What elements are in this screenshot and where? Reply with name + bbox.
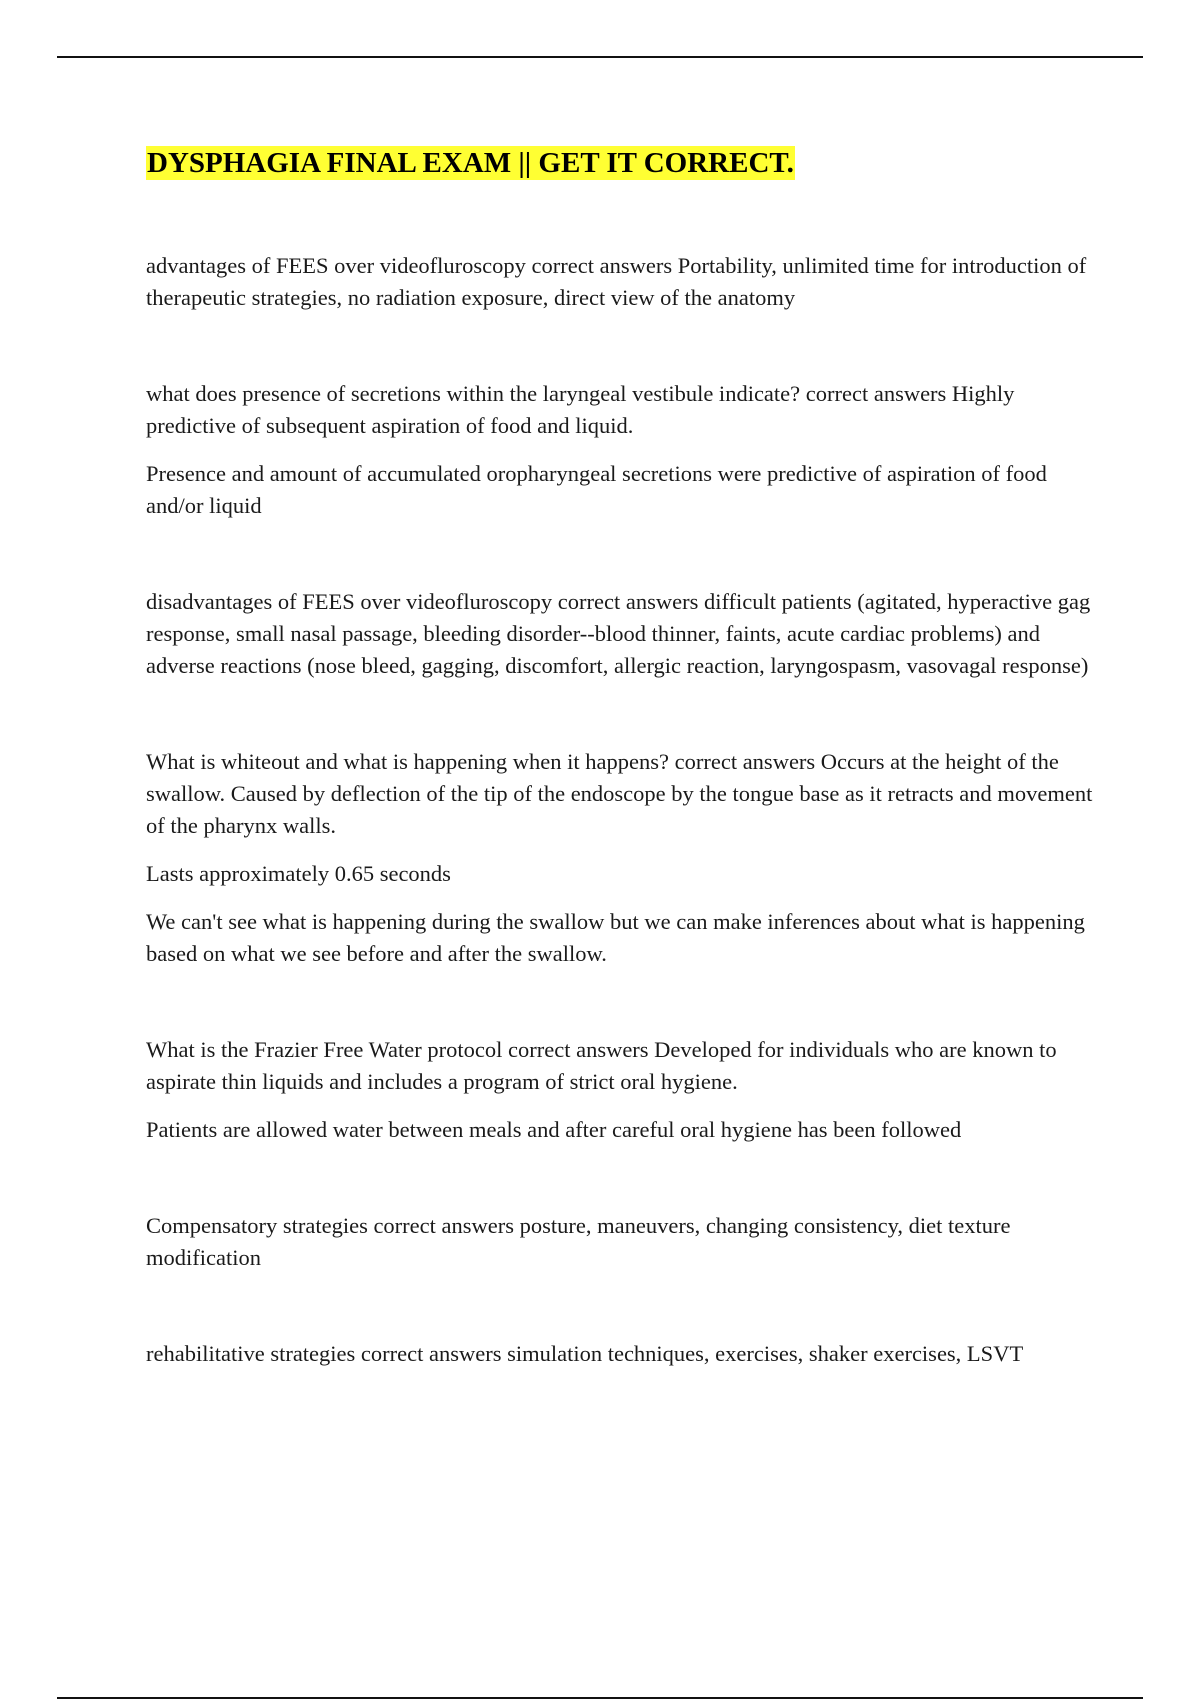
qa-block-fees-advantages	[146, 250, 1096, 314]
paragraph: what does presence of secretions within the laryngeal vestibule indicate? correct answers Highly predictive of subsequent aspiration of food and liquid.	[146, 381, 1015, 438]
paragraph: What is the Frazier Free Water protocol correct answers Developed for individuals who are known to aspirate thin liquids and includes a program of strict oral hygiene.	[146, 1037, 1057, 1094]
paragraph: We can't see what is happening during the swallow but we can make inferences about what is happening based on what we see before and after the swallow.	[146, 909, 1085, 966]
qa-block-whiteout	[146, 746, 1096, 970]
qa-block-fees-disadvantages	[146, 586, 1096, 682]
paragraph: advantages of FEES over videofluroscopy correct answers Portability, unlimited time for introduction of therapeutic strategies, no radiation exposure, direct view of the anatomy	[146, 253, 1087, 310]
qa-block-secretions	[146, 378, 1096, 522]
footer-rule	[57, 1697, 1143, 1699]
qa-block-rehabilitative-strategies	[146, 1338, 1096, 1370]
document-title: DYSPHAGIA FINAL EXAM || GET IT CORRECT.	[147, 147, 794, 179]
document-body	[146, 146, 1096, 1370]
qa-block-compensatory-strategies	[146, 1210, 1096, 1274]
paragraph: rehabilitative strategies correct answers simulation techniques, exercises, shaker exercises, LSVT	[146, 1341, 1024, 1366]
paragraph: Compensatory strategies correct answers posture, maneuvers, changing consistency, diet texture modification	[146, 1213, 1011, 1270]
qa-block-frazier-protocol	[146, 1034, 1096, 1146]
paragraph: disadvantages of FEES over videofluroscopy correct answers difficult patients (agitated, hyperactive gag response, small nasal passage, bleeding disorder--blood thinner, faints, acute cardiac problems) and adverse reactions (nose bleed, gagging, discomfort, allergic reaction, laryngospasm, vasovagal response)	[146, 589, 1091, 678]
paragraph: What is whiteout and what is happening when it happens? correct answers Occurs at the height of the swallow. Caused by deflection of the tip of the endoscope by the tongue base as it retracts and movement of the pharynx walls.	[146, 749, 1093, 838]
paragraph: Lasts approximately 0.65 seconds	[146, 861, 451, 886]
paragraph: Patients are allowed water between meals and after careful oral hygiene has been followed	[146, 1117, 962, 1142]
header-rule	[57, 56, 1143, 58]
paragraph: Presence and amount of accumulated oropharyngeal secretions were predictive of aspiration of food and/or liquid	[146, 461, 1047, 518]
